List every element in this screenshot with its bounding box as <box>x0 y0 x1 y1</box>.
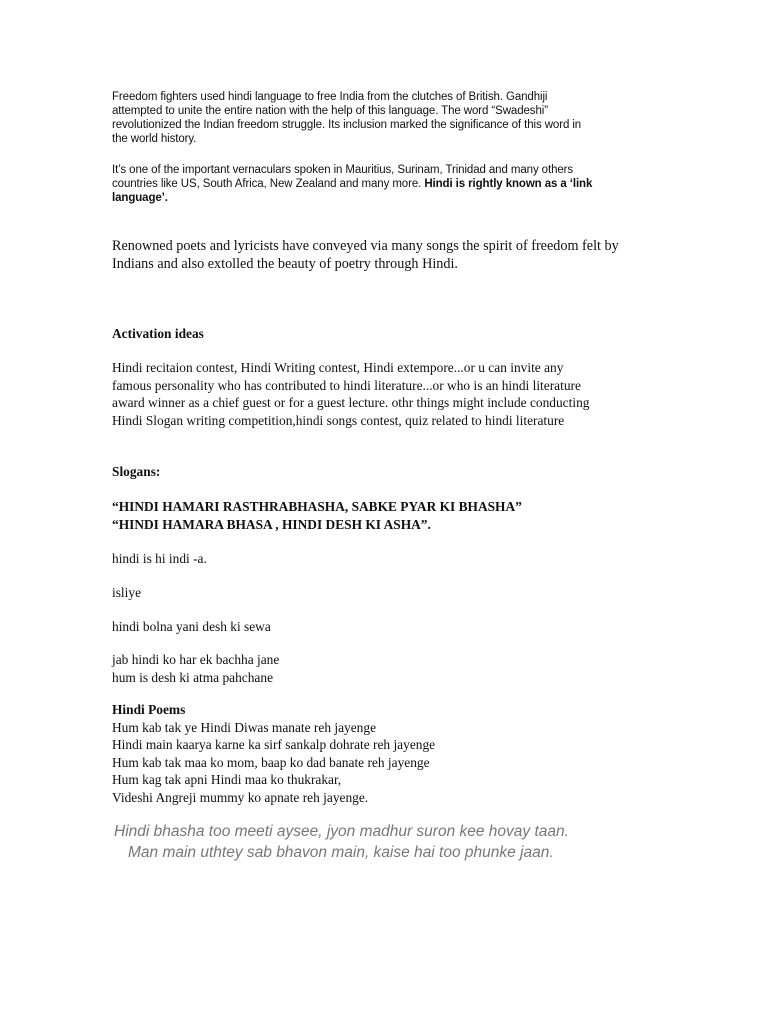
text-line: Renowned poets and lyricists have conveyed via many songs the spirit of freedom felt by <box>112 238 619 254</box>
text-line: attempted to unite the entire nation with the help of this language. The word “Swadeshi” <box>112 105 548 117</box>
poem-line: Hindi main kaarya karne ka sirf sankalp dohrate reh jayenge <box>112 737 436 752</box>
slogan-1: hindi is hi indi -a. <box>112 551 207 566</box>
text-line: Hindi Slogan writing competition,hindi songs contest, quiz related to hindi literature <box>112 412 565 428</box>
text-line: It’s one of the important vernaculars spoken in Mauritius, Surinam, Trinidad and many others <box>112 164 574 176</box>
slogan-2: isliye <box>112 585 142 600</box>
poems-heading: Hindi Poems <box>112 702 186 717</box>
slogan-line: jab hindi ko har ek bachha jane <box>112 652 280 667</box>
slogan-line: “HINDI HAMARI RASTHRABHASHA, SABKE PYAR KI BHASHA” <box>112 499 522 514</box>
poets-paragraph <box>112 237 672 273</box>
text-line <box>112 177 672 191</box>
text-line: Freedom fighters used hindi language to free India from the clutches of British. Gandhiji <box>112 91 548 103</box>
text-line: the world history. <box>112 133 197 145</box>
slogan-3: hindi bolna yani desh ki sewa <box>112 619 271 634</box>
italic-poem-line-2: Man main uthtey sab bhavon main, kaise hai too phunke jaan. <box>128 844 554 861</box>
intro-paragraph-2 <box>112 163 672 205</box>
poem-line: Hum kag tak apni Hindi maa ko thukrakar, <box>112 772 342 787</box>
poem-line: Hum kab tak ye Hindi Diwas manate reh jayenge <box>112 719 377 735</box>
intro-paragraph-1 <box>112 90 672 146</box>
slogan-line: “HINDI HAMARA BHASA , HINDI DESH KI ASHA”. <box>112 516 431 532</box>
text-segment: countries like US, South Africa, New Zealand and many more. <box>112 178 425 190</box>
text-line: Indians and also extolled the beauty of poetry through Hindi. <box>112 256 458 272</box>
slogan-4 <box>112 651 672 686</box>
slogan-line: hum is desh ki atma pahchane <box>112 669 274 685</box>
activation-heading: Activation ideas <box>112 326 204 341</box>
hindi-poems <box>112 701 672 806</box>
poem-line: Videshi Angreji mummy ko apnate reh jayenge. <box>112 789 369 805</box>
text-line: language’. <box>112 192 168 204</box>
text-line: Hindi recitaion contest, Hindi Writing contest, Hindi extempore...or u can invite any <box>112 360 564 375</box>
link-language-emphasis: Hindi is rightly known as a ‘link <box>424 178 593 190</box>
activation-paragraph <box>112 359 672 429</box>
text-line: famous personality who has contributed to hindi literature...or who is an hindi literature <box>112 377 581 393</box>
slogans-heading: Slogans: <box>112 464 161 479</box>
italic-poem-line-1: Hindi bhasha too meeti aysee, jyon madhur suron kee hovay taan. <box>114 823 569 840</box>
slogans-bold-lines <box>112 498 672 533</box>
text-line: award winner as a chief guest or for a guest lecture. othr things might include conducting <box>112 395 590 410</box>
text-line: revolutionized the Indian freedom struggle. Its inclusion marked the significance of this word in <box>112 119 582 131</box>
poem-line: Hum kab tak maa ko mom, baap ko dad banate reh jayenge <box>112 754 430 770</box>
